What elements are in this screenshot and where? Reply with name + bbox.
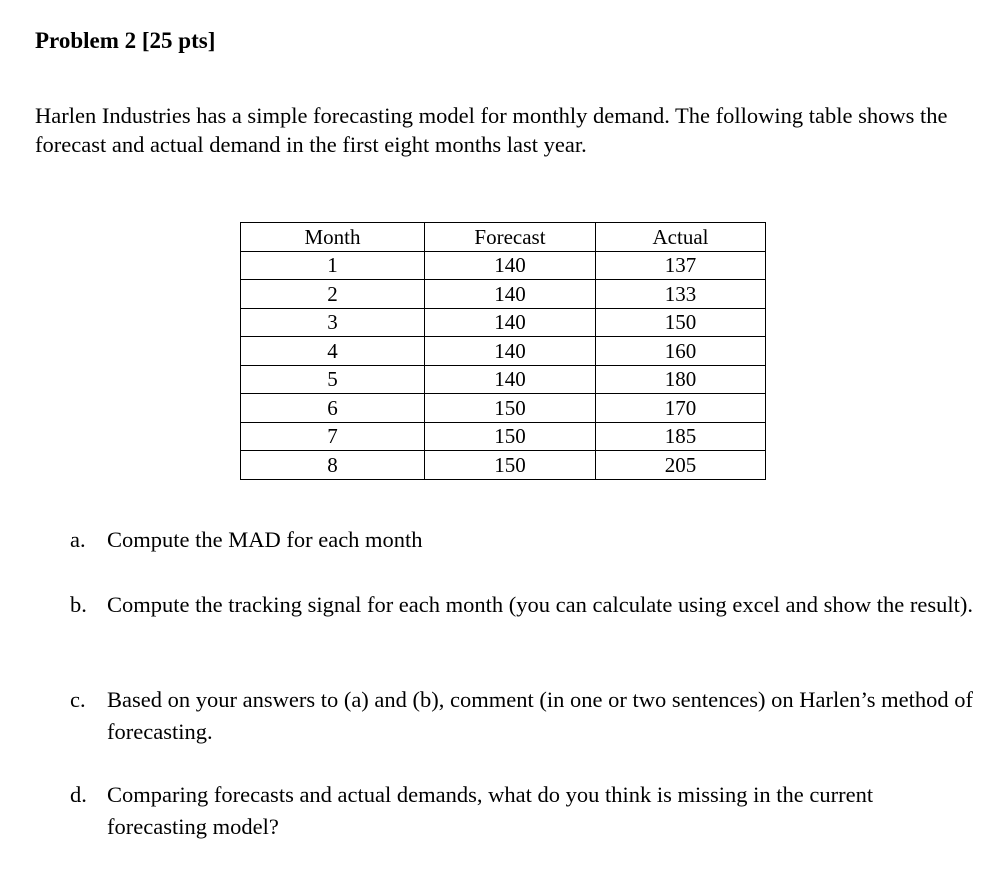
cell-month: 1 [241,251,425,280]
cell-actual: 150 [596,308,766,337]
cell-month: 2 [241,280,425,309]
question-letter: b. [70,592,87,617]
cell-month: 3 [241,308,425,337]
question-letter: d. [70,782,87,807]
question-text: Compute the MAD for each month [107,527,423,552]
question-text: Compute the tracking signal for each month (you can calculate using excel and show the result). [107,592,973,617]
question-text: Comparing forecasts and actual demands, what do you think is missing in the current forecasting model? [107,782,874,839]
cell-actual: 160 [596,337,766,366]
table-row [241,451,766,480]
cell-forecast: 140 [425,308,596,337]
table-row [241,308,766,337]
demand-table [240,222,766,480]
cell-month: 4 [241,337,425,366]
table-row [241,422,766,451]
table-row [241,394,766,423]
problem-title: Problem 2 [25 pts] [35,28,216,53]
problem-intro: Harlen Industries has a simple forecasting model for monthly demand. The following table shows the forecast and actual demand in the first eight months last year. [35,103,948,157]
cell-forecast: 140 [425,365,596,394]
question-letter: c. [70,687,86,712]
cell-forecast: 150 [425,422,596,451]
cell-forecast: 140 [425,337,596,366]
cell-actual: 180 [596,365,766,394]
question-letter: a. [70,527,86,552]
question-text: Based on your answers to (a) and (b), comment (in one or two sentences) on Harlen’s method of forecasting. [107,687,974,744]
table-row [241,365,766,394]
cell-forecast: 150 [425,451,596,480]
table-header-row [241,223,766,252]
cell-actual: 137 [596,251,766,280]
cell-forecast: 140 [425,280,596,309]
cell-actual: 170 [596,394,766,423]
header-forecast: Forecast [425,223,596,252]
cell-forecast: 150 [425,394,596,423]
cell-actual: 185 [596,422,766,451]
header-month: Month [241,223,425,252]
cell-actual: 133 [596,280,766,309]
cell-month: 7 [241,422,425,451]
table-row [241,251,766,280]
cell-month: 5 [241,365,425,394]
cell-forecast: 140 [425,251,596,280]
header-actual: Actual [596,223,766,252]
cell-month: 6 [241,394,425,423]
cell-month: 8 [241,451,425,480]
table-row [241,337,766,366]
cell-actual: 205 [596,451,766,480]
table-row [241,280,766,309]
